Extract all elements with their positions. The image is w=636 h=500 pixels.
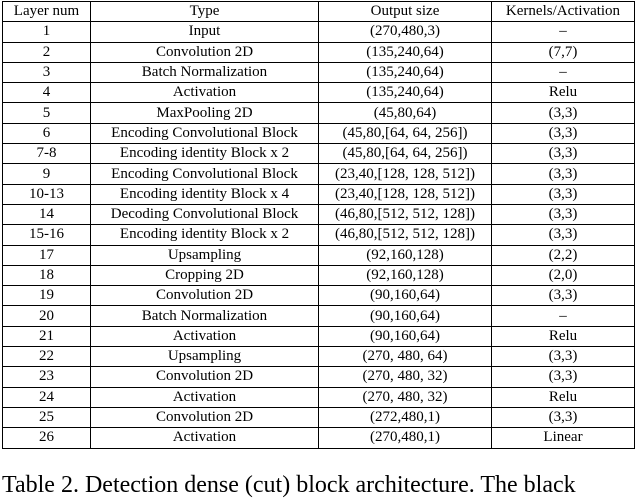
header-kernels-activation: Kernels/Activation — [492, 2, 635, 22]
cell-layer-num: 2 — [3, 42, 91, 62]
header-output-size: Output size — [319, 2, 492, 22]
table-row — [3, 123, 635, 143]
cell-output-size: (135,240,64) — [319, 62, 492, 82]
cell-type: Encoding Convolutional Block — [91, 123, 319, 143]
cell-type: Activation — [91, 387, 319, 407]
table-body — [3, 22, 635, 448]
cell-type: Convolution 2D — [91, 407, 319, 427]
cell-layer-num: 9 — [3, 164, 91, 184]
cell-kernels-activation: (3,3) — [492, 367, 635, 387]
cell-output-size: (45,80,[64, 64, 256]) — [319, 123, 492, 143]
cell-kernels-activation: – — [492, 306, 635, 326]
cell-output-size: (23,40,[128, 128, 512]) — [319, 164, 492, 184]
cell-layer-num: 26 — [3, 428, 91, 448]
cell-layer-num: 15-16 — [3, 225, 91, 245]
cell-output-size: (46,80,[512, 512, 128]) — [319, 225, 492, 245]
table-row — [3, 245, 635, 265]
cell-layer-num: 4 — [3, 83, 91, 103]
cell-kernels-activation: Relu — [492, 387, 635, 407]
cell-layer-num: 18 — [3, 265, 91, 285]
cell-layer-num: 21 — [3, 326, 91, 346]
cell-layer-num: 23 — [3, 367, 91, 387]
table-row — [3, 22, 635, 42]
cell-type: Activation — [91, 83, 319, 103]
cell-kernels-activation: (3,3) — [492, 144, 635, 164]
cell-output-size: (90,160,64) — [319, 306, 492, 326]
cell-output-size: (90,160,64) — [319, 286, 492, 306]
cell-kernels-activation: (2,2) — [492, 245, 635, 265]
table-row — [3, 62, 635, 82]
cell-layer-num: 25 — [3, 407, 91, 427]
cell-type: Convolution 2D — [91, 286, 319, 306]
cell-output-size: (272,480,1) — [319, 407, 492, 427]
cell-type: Encoding Convolutional Block — [91, 164, 319, 184]
layer-architecture-table — [2, 1, 635, 449]
table-row — [3, 407, 635, 427]
cell-output-size: (270,480,3) — [319, 22, 492, 42]
cell-type: Activation — [91, 428, 319, 448]
table-caption: Table 2. Detection dense (cut) block architecture. The black — [2, 472, 576, 498]
cell-kernels-activation: (3,3) — [492, 103, 635, 123]
cell-type: Decoding Convolutional Block — [91, 204, 319, 224]
table-row — [3, 286, 635, 306]
cell-type: Upsampling — [91, 347, 319, 367]
cell-layer-num: 17 — [3, 245, 91, 265]
cell-type: Batch Normalization — [91, 306, 319, 326]
cell-output-size: (92,160,128) — [319, 265, 492, 285]
cell-output-size: (270, 480, 64) — [319, 347, 492, 367]
cell-layer-num: 7-8 — [3, 144, 91, 164]
table-header-row — [3, 2, 635, 22]
cell-kernels-activation: (3,3) — [492, 123, 635, 143]
cell-output-size: (270,480,1) — [319, 428, 492, 448]
cell-type: Cropping 2D — [91, 265, 319, 285]
table-row — [3, 428, 635, 448]
cell-type: Encoding identity Block x 2 — [91, 225, 319, 245]
cell-layer-num: 3 — [3, 62, 91, 82]
cell-type: Batch Normalization — [91, 62, 319, 82]
cell-kernels-activation: – — [492, 62, 635, 82]
cell-type: MaxPooling 2D — [91, 103, 319, 123]
cell-output-size: (45,80,[64, 64, 256]) — [319, 144, 492, 164]
table-row — [3, 326, 635, 346]
header-layer-num: Layer num — [3, 2, 91, 22]
cell-kernels-activation: (3,3) — [492, 407, 635, 427]
cell-output-size: (270, 480, 32) — [319, 387, 492, 407]
cell-layer-num: 6 — [3, 123, 91, 143]
cell-output-size: (270, 480, 32) — [319, 367, 492, 387]
cell-kernels-activation: (3,3) — [492, 286, 635, 306]
cell-output-size: (90,160,64) — [319, 326, 492, 346]
cell-kernels-activation: (3,3) — [492, 347, 635, 367]
cell-layer-num: 5 — [3, 103, 91, 123]
cell-layer-num: 20 — [3, 306, 91, 326]
table-row — [3, 225, 635, 245]
table-row — [3, 42, 635, 62]
cell-output-size: (45,80,64) — [319, 103, 492, 123]
cell-kernels-activation: (3,3) — [492, 164, 635, 184]
cell-type: Encoding identity Block x 4 — [91, 184, 319, 204]
table-row — [3, 144, 635, 164]
table-row — [3, 265, 635, 285]
cell-output-size: (46,80,[512, 512, 128]) — [319, 204, 492, 224]
cell-kernels-activation: (3,3) — [492, 184, 635, 204]
cell-type: Upsampling — [91, 245, 319, 265]
table-row — [3, 103, 635, 123]
cell-output-size: (23,40,[128, 128, 512]) — [319, 184, 492, 204]
cell-kernels-activation: (7,7) — [492, 42, 635, 62]
cell-kernels-activation: (3,3) — [492, 225, 635, 245]
cell-kernels-activation: (3,3) — [492, 204, 635, 224]
cell-layer-num: 1 — [3, 22, 91, 42]
header-type: Type — [91, 2, 319, 22]
cell-output-size: (135,240,64) — [319, 42, 492, 62]
cell-kernels-activation: (2,0) — [492, 265, 635, 285]
table-row — [3, 83, 635, 103]
table-row — [3, 367, 635, 387]
cell-kernels-activation: Linear — [492, 428, 635, 448]
cell-layer-num: 10-13 — [3, 184, 91, 204]
table-row — [3, 204, 635, 224]
table-row — [3, 306, 635, 326]
cell-type: Convolution 2D — [91, 367, 319, 387]
cell-type: Encoding identity Block x 2 — [91, 144, 319, 164]
cell-output-size: (135,240,64) — [319, 83, 492, 103]
table-row — [3, 164, 635, 184]
cell-layer-num: 14 — [3, 204, 91, 224]
cell-layer-num: 24 — [3, 387, 91, 407]
cell-type: Input — [91, 22, 319, 42]
cell-layer-num: 19 — [3, 286, 91, 306]
cell-kernels-activation: – — [492, 22, 635, 42]
cell-kernels-activation: Relu — [492, 83, 635, 103]
table-row — [3, 387, 635, 407]
cell-output-size: (92,160,128) — [319, 245, 492, 265]
cell-layer-num: 22 — [3, 347, 91, 367]
table-row — [3, 184, 635, 204]
table-row — [3, 347, 635, 367]
cell-type: Convolution 2D — [91, 42, 319, 62]
cell-kernels-activation: Relu — [492, 326, 635, 346]
cell-type: Activation — [91, 326, 319, 346]
